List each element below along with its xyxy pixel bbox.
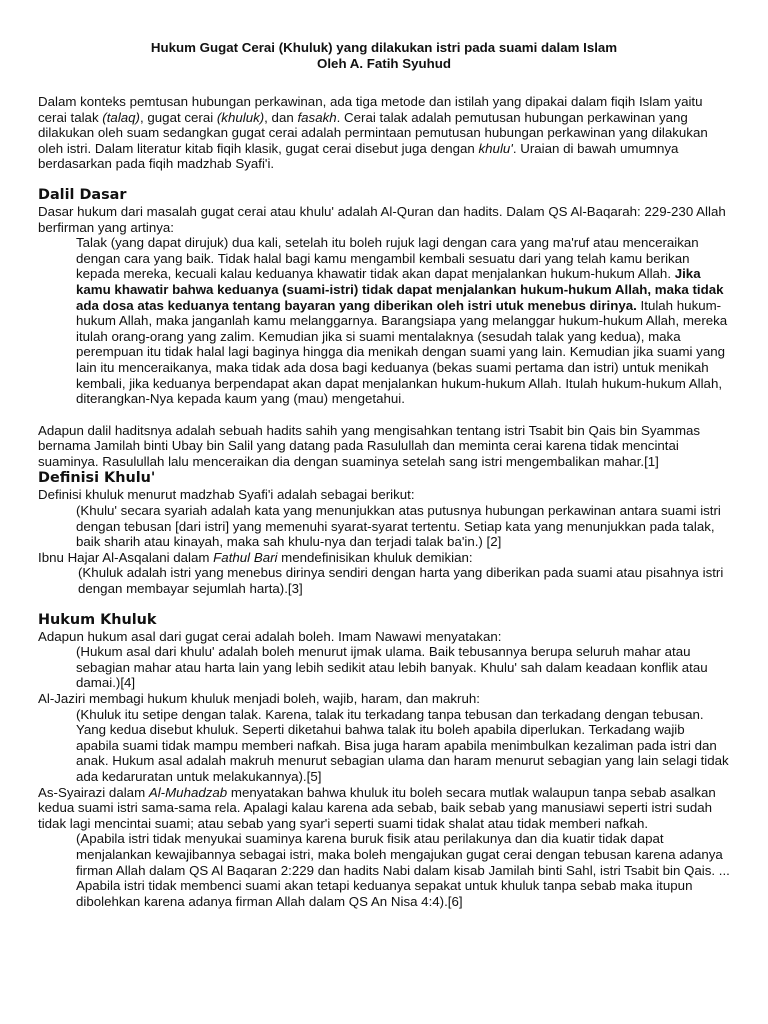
ibnu-hajar-paragraph [38,550,730,566]
book-title: Fathul Bari [213,549,278,565]
nawawi-quote: (Hukum asal dari khulu' adalah boleh menurut ijmak ulama. Baik tebusannya berupa seluruh mahar atau sebagian mahar atau harta lain yang lebih sedikit atau lebih banyak. Khulu' sah dalam keadaan konflik atau damai.)[4] [76,644,708,691]
document-author: Oleh A. Fatih Syuhud [317,56,451,71]
intro-paragraph [38,94,730,172]
paragraph-text: As-Syairazi dalam [38,784,149,800]
document-title: Hukum Gugat Cerai (Khuluk) yang dilakukan istri pada suami dalam Islam [150,40,618,55]
hukum-paragraph: Adapun hukum asal dari gugat cerai adalah boleh. Imam Nawawi menyatakan: [38,628,502,644]
definisi-paragraph: Definisi khuluk menurut madzhab Syafi'i adalah sebagai berikut: [38,487,415,503]
quote-text: Itulah hukum-hukum Allah, maka janganlah kamu melanggarnya. Barangsiapa yang melanggar hukum-hukum Allah, mereka itulah orang-orang yang zalim. Kemudian jika si suami mentalaknya (sesudah talak yang kedua), maka perempuan itu tidak halal lagi baginya hingga dia menikah dengan suami yang lain. Kemudian jika suami yang lain itu menceraikanya, maka tidak ada dosa bagi keduanya (bekas suami pertama dan istri) untuk menikah kembali, jika keduanya berpendapat akan dapat menjalankan hukum-hukum Allah. Itulah hukum-hukum Allah, diterangkan-Nya kepada kaum yang (mau) mengetahui. [76,297,728,407]
syairazi-paragraph [38,785,730,832]
book-title: Al-Muhadzab [148,784,228,800]
quote-bold-text: Jika kamu khawatir bahwa keduanya (suami-istri) tidak dapat menjalankan hukum-hukum Allah, maka tidak ada dosa atas keduanya tentang bayaran yang diberikan oleh istri utuk menebus dirinya. [76,266,724,313]
quran-quote [76,235,730,407]
dalil-paragraph: Dasar hukum dari masalah gugat cerai atau khulu' adalah Al-Quran dan hadits. Dalam QS Al-Baqarah: 229-230 Allah berfirman yang artinya: [38,203,726,235]
intro-term-talaq: (talaq) [102,109,140,125]
muhadzab-quote: (Apabila istri tidak menyukai suaminya karena buruk fisik atau perilakunya dan dia kuatir tidak dapat menjalankan kewajibannya sebagai istri, maka boleh mengajukan gugat cerai dengan tebusan karena adanya firman Allah dalam QS Al Baqaran 2:229 dan hadits Nabi dalam kisab Jamilah binti Sahl, istri Tsabit bin Qais. ... Apabila istri tidak membenci suami akan tetapi keduanya sepakat untuk khuluk tanpa sebab maka itupun dibolehkan karena adanya firman Allah dalam QS An Nisa 4:4).[6] [76,831,730,909]
intro-text: , gugat cerai [140,109,217,125]
jaziri-paragraph: Al-Jaziri membagi hukum khuluk menjadi boleh, wajib, haram, dan makruh: [38,691,480,706]
paragraph-text: Ibnu Hajar Al-Asqalani dalam [38,549,214,565]
intro-text: , dan [264,109,298,125]
hadith-paragraph: Adapun dalil haditsnya adalah sebuah hadits sahih yang mengisahkan tentang istri Tsabit bin Qais bin Syammas bernama Jamilah binti Ubay bin Salil yang datang pada Rasulullah dan meminta cerai karena tidak mencintai suaminya. Rasulullah lalu menceraikan dia dengan suaminya setelah sang istri mengembalikan mahar.[1] [38,422,701,469]
quote-text: Talak (yang dapat dirujuk) dua kali, setelah itu boleh rujuk lagi dengan cara yang ma'ruf atau menceraikan dengan cara yang baik. Tidak halal bagi kamu mengambil kembali sesuatu dari yang telah kamu berikan kepada mereka, kecuali kalau keduanya khawatir tidak akan dapat menjalankan hukum-hukum Allah. [76,235,699,282]
intro-term-fasakh: fasakh [297,109,337,125]
jaziri-quote: (Khuluk itu setipe dengan talak. Karena, talak itu terkadang tanpa tebusan dan terkadang dengan tebusan. Yang kedua disebut khuluk. Seperti diketahui bahwa talak itu boleh apabila diperlukan. Terkadang wajib apabila suami tidak mampu memberi nafkah. Bisa juga haram apabila menimbulkan kezaliman pada istri dan anak. Hukum asal adalah makruh menurut sebagian ulama dan haram menurut sebagian yang lain selagi tidak ada kedaruratan untuk melakukannya).[5] [76,706,729,784]
intro-term-khuluk: (khuluk) [216,109,265,125]
intro-text: . Uraian di bawah umumnya berdasarkan pada fiqih madzhab Syafi'i. [38,140,679,172]
paragraph-text: mendefinisikan khuluk demikian: [277,549,473,565]
section-heading-definisi: Definisi Khulu' [38,470,156,487]
intro-text: Dalam konteks pemtusan hubungan perkawinan, ada tiga metode dan istilah yang dipakai dalam fiqih Islam yaitu cerai talak [38,94,703,125]
section-heading-dalil: Dalil Dasar [38,186,127,203]
fathul-bari-quote: (Khuluk adalah istri yang menebus dirinya sendiri dengan harta yang diberikan pada suami atau pisahnya istri dengan membayar sejumlah harta).[3] [78,565,724,597]
intro-term-khulu: khulu' [478,140,513,156]
intro-text: . Cerai talak adalah pemutusan hubungan perkawinan yang dilakukan oleh suam sedangkan gugat cerai adalah permintaan pemutusan hubungan perkawinan yang dilakukan oleh istri. Dalam literatur kitab fiqih klasik, gugat cerai disebut juga dengan [38,109,708,156]
definisi-quote: (Khulu' secara syariah adalah kata yang menunjukkan atas putusnya hubungan perkawinan antara suami istri dengan tebusan [dari istri] yang memenuhi syarat-syarat tertentu. Setiap kata yang menunjukkan pada talak, baik sharih atau kinayah, maka sah khulu-nya dan terjadi talak ba'in.) [2] [76,503,721,550]
section-heading-hukum: Hukum Khuluk [38,611,157,628]
paragraph-text: menyatakan bahwa khuluk itu boleh secara mutlak walaupun tanpa sebab asalkan kedua suami istri sama-sama rela. Apalagi kalau karena ada sebab, baik sebab yang manusiawi seperti istri sudah tidak lagi mencintai suami; atau sebab yang syar'i seperti suami tidak shalat atau tidak memberi nafkah. [38,784,716,831]
